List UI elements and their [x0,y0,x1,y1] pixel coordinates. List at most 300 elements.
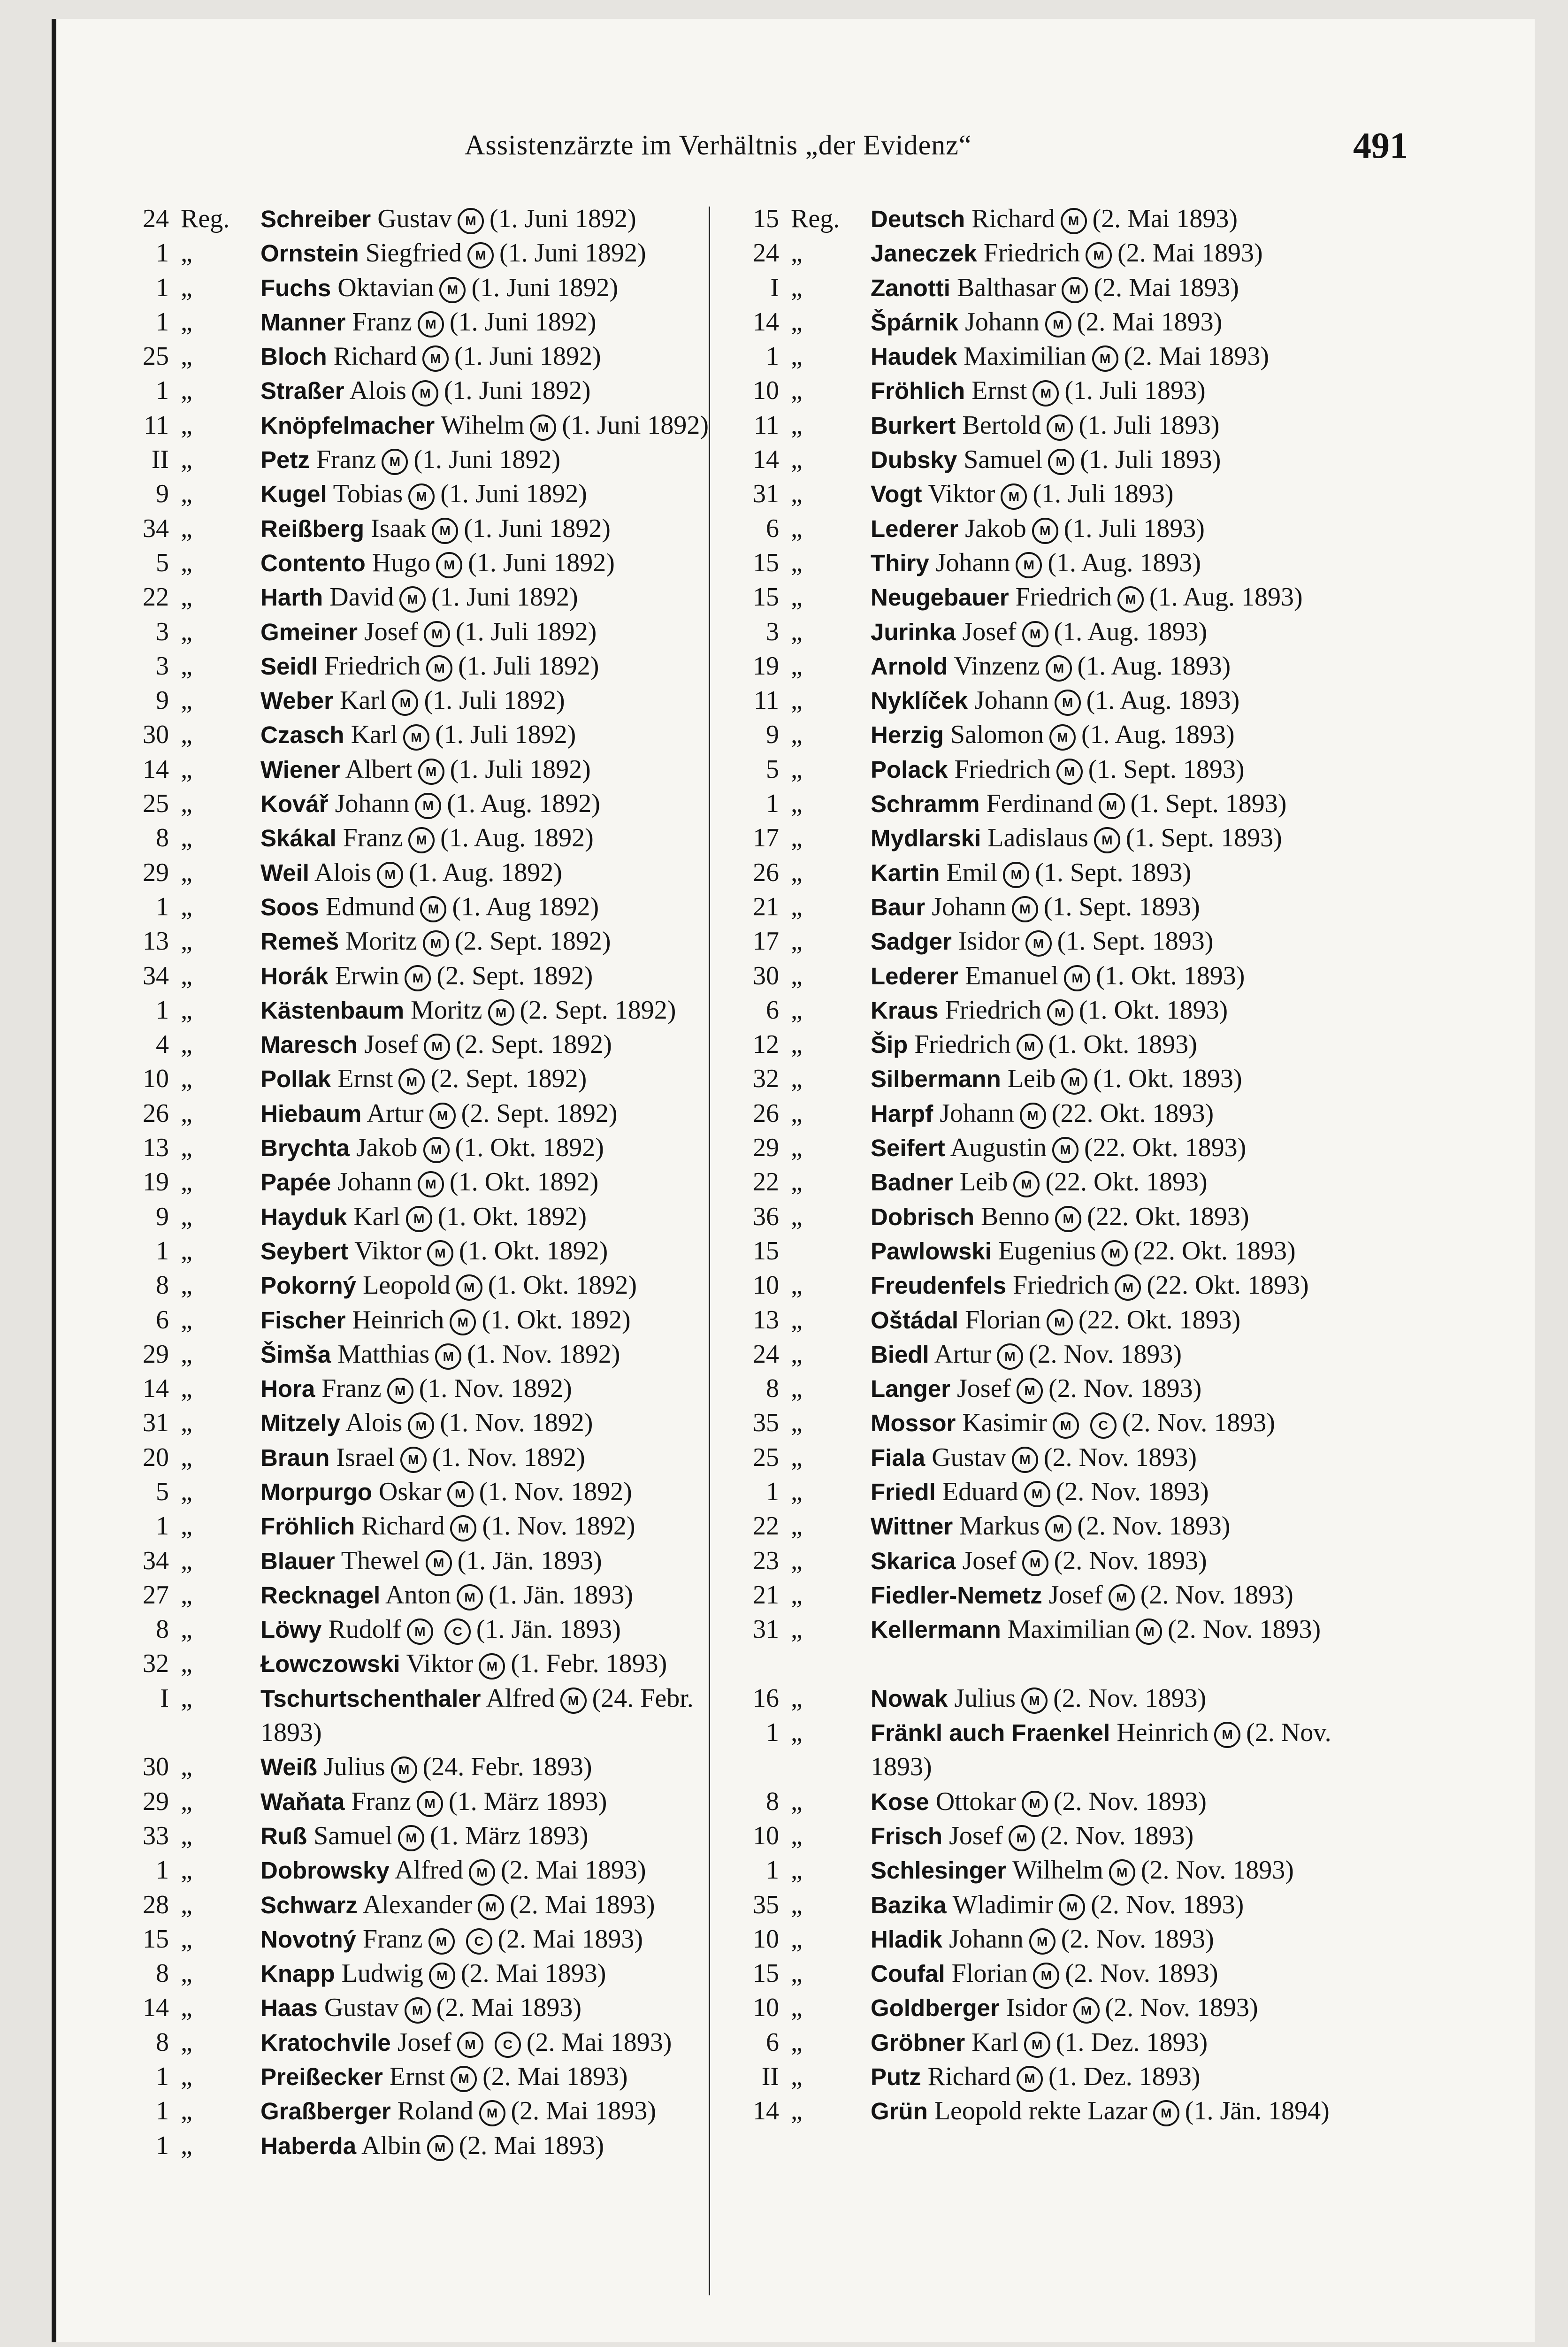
regiment-label: „ [181,823,192,853]
list-item [103,236,760,270]
entry-text [871,1922,1214,1956]
surname: Tschurtschenthaler [260,1685,481,1712]
list-item [713,443,1370,477]
surname: Recknagel [260,1581,381,1609]
given-name: Bertold [962,410,1041,440]
list-item [713,1165,1370,1199]
appointment-date: (2. Sept. 1892) [436,961,593,990]
circled-m-icon: M [435,1343,461,1370]
regiment-number: 35 [753,1408,779,1438]
list-item [103,1853,760,1887]
regiment-number: 6 [766,995,779,1025]
given-name: Friedrich [1015,583,1112,612]
regiment-number: 14 [753,2096,779,2126]
list-item [103,374,760,408]
regiment-label: „ [791,1821,803,1850]
regiment-number: 9 [156,686,169,715]
entry-text [260,1062,587,1096]
appointment-date: (1. Okt. 1892) [449,1167,599,1197]
regiment-label: „ [791,1615,803,1644]
left-column [103,202,760,2163]
appointment-date: (1. Juni 1892) [562,410,709,440]
circled-m-icon: M [406,1206,432,1232]
circled-m-icon: M [1022,1550,1048,1576]
regiment-label: „ [791,1064,803,1094]
regiment-label: „ [181,1442,192,1472]
surname: Zanotti [871,274,950,301]
given-name: Richard [333,342,417,371]
entry-text [260,959,593,993]
circled-m-icon: M [1059,1894,1085,1920]
circled-m-icon: M [400,1447,427,1473]
regiment-number: 33 [143,1821,169,1850]
regiment-label: „ [181,445,192,475]
given-name: Ernst [971,376,1027,406]
surname: Mossor [871,1410,956,1437]
entry-text [260,1303,631,1337]
entry-text [260,408,709,443]
given-name: Karl [351,720,398,750]
surname: Pollak [260,1066,331,1093]
entry-text [871,512,1205,546]
appointment-date: (1. Juni 1892) [449,307,597,337]
regiment-label: „ [791,273,803,302]
surname: Blauer [260,1547,335,1574]
list-item [103,1991,760,2025]
entry-text [260,821,594,855]
list-item [103,271,760,305]
list-item [103,2060,760,2094]
appointment-date: (2. Nov. 1893) [1056,1477,1209,1506]
appointment-date: (1. Juni 1892) [499,238,646,268]
appointment-date: (1. Nov. 1892) [479,1477,632,1506]
appointment-date: (2. Sept. 1892) [456,1030,612,1059]
entry-text [260,1097,617,1131]
circled-m-icon: M [1017,1034,1043,1060]
regiment-number: 21 [753,1580,779,1610]
entry-text [260,236,646,270]
right-column [713,202,1370,2163]
regiment-label: „ [791,995,803,1025]
circled-m-icon: M [1025,930,1052,957]
appointment-date: (2. Nov. 1893) [1105,1993,1258,2023]
entry-text [260,1853,646,1887]
circled-m-icon: M [1136,1618,1162,1645]
appointment-date: (1. Juli 1892) [458,651,599,681]
regiment-number: 15 [753,1236,779,1266]
regiment-label: „ [791,858,803,887]
circled-m-icon: M [418,759,444,785]
regiment-label: „ [791,720,803,750]
entry-text [260,1991,581,2025]
entry-text [871,1097,1214,1131]
list-item [103,856,760,890]
surname: Burkert [871,412,956,439]
regiment-label: Reg. [791,204,840,233]
circled-m-icon: M [427,2135,453,2161]
given-name: Markus [959,1511,1040,1541]
list-item [713,1441,1370,1475]
appointment-date: (1. Juli 1893) [1064,376,1206,406]
entry-text [260,1337,620,1372]
regiment-number: 27 [143,1580,169,1610]
given-name: Karl [971,2027,1018,2057]
list-item [713,2094,1370,2163]
circled-m-icon: M [1056,759,1083,785]
surname: Silbermann [871,1066,1001,1093]
surname: Špárnik [871,308,959,336]
given-name: Moritz [411,995,482,1025]
appointment-date: (1. Okt. 1893) [1078,995,1228,1025]
circled-m-icon: M [407,1618,433,1645]
circled-m-icon: M [1109,1859,1135,1886]
given-name: Johann [974,686,1049,715]
list-item [713,890,1370,924]
surname: Fuchs [260,274,331,301]
given-name: Josef [957,1374,1011,1404]
given-name: Emanuel [965,961,1059,990]
given-name: Ottokar [935,1787,1016,1816]
regiment-label: „ [791,617,803,646]
regiment-number: 1 [156,1511,169,1541]
list-item [103,477,760,511]
given-name: Maximilian [1007,1615,1131,1644]
given-name: Viktor [354,1236,421,1266]
surname: Deutsch [871,206,965,232]
regiment-number: 24 [753,238,779,268]
regiment-label: „ [181,1511,192,1541]
circled-m-icon: M [417,1791,443,1817]
list-item [103,821,760,855]
circled-m-icon: M [1022,621,1048,647]
regiment-label: „ [791,1271,803,1300]
circled-m-icon: M [387,1378,413,1404]
surname: Friedl [871,1478,936,1505]
entry-text [871,718,1235,752]
regiment-label: „ [181,961,192,990]
given-name: Karl [339,686,387,715]
circled-m-icon: M [398,1825,424,1851]
surname: Kartin [871,859,940,886]
circled-m-icon: M [1009,1825,1035,1851]
surname: Hora [260,1375,315,1403]
regiment-number: 13 [143,1133,169,1163]
surname: Kellermann [871,1616,1001,1643]
circled-m-icon: M [451,2066,477,2092]
appointment-date: (2. Mai 1893) [1094,273,1239,302]
entry-text [871,1165,1208,1199]
circled-m-icon: M [1013,1171,1040,1197]
regiment-label: „ [181,1787,192,1816]
list-item [713,821,1370,855]
regiment-label: „ [791,1477,803,1506]
surname: Kästenbaum [260,997,405,1024]
regiment-number: 32 [143,1649,169,1679]
given-name: Gustav [377,204,452,233]
entry-text [260,1819,589,1853]
appointment-date: (2. Sept. 1892) [454,927,611,956]
circled-m-icon: M [398,1068,425,1095]
list-item [713,1303,1370,1337]
list-item [103,1028,760,1062]
entry-text [871,1131,1246,1165]
list-item [103,2129,760,2163]
surname: Soos [260,893,319,920]
page-number: 491 [1353,125,1408,166]
given-name: Johann [965,307,1040,337]
list-item [103,1819,760,1853]
regiment-label: „ [181,1271,192,1300]
surname: Mitzely [260,1410,341,1437]
surname: Kose [871,1788,929,1815]
regiment-label: „ [181,1030,192,1059]
list-item [103,1750,760,1784]
given-name: Friedrich [1013,1271,1109,1300]
surname: Skákal [260,825,337,852]
given-name: Johann [940,1098,1014,1128]
surname: Horák [260,962,329,989]
given-name: Josef [397,2027,451,2057]
list-item [103,1785,760,1819]
circled-m-icon: M [457,2032,483,2058]
regiment-number: 12 [753,1030,779,1059]
circled-m-icon: M [1012,1447,1038,1473]
surname: Janeczek [871,240,977,267]
entry-text [260,1475,632,1509]
regiment-number: 10 [753,1924,779,1954]
circled-m-icon: M [1047,999,1073,1026]
regiment-label: „ [181,1064,192,1094]
appointment-date: (1. Nov. 1892) [482,1511,635,1541]
list-item [103,1303,760,1337]
surname: Hiebaum [260,1100,362,1127]
regiment-number: 4 [156,1030,169,1059]
appointment-date: (1. Juli 1893) [1080,445,1221,475]
entry-text [260,1647,667,1681]
regiment-label: „ [791,927,803,956]
circled-m-icon: M [405,965,431,991]
regiment-label: „ [791,1374,803,1404]
list-item [103,649,760,683]
surname: Ornstein [260,240,359,267]
given-name: Kasimir [962,1408,1047,1438]
list-item [713,649,1370,683]
circled-m-icon: M [427,1240,453,1266]
entry-text [260,1785,607,1819]
regiment-label: „ [181,238,192,268]
regiment-label: „ [181,617,192,646]
appointment-date: (2. Mai 1893) [1092,204,1238,233]
surname: Remeš [260,928,339,955]
given-name: Samuel [964,445,1043,475]
circled-m-icon: M [1020,1103,1046,1129]
circled-m-icon: M [450,1309,476,1335]
entry-text [260,202,636,236]
list-item [713,339,1370,374]
regiment-number: 5 [156,548,169,577]
given-name: Johann [932,892,1006,921]
appointment-date: (1. Nov. 1892) [432,1442,585,1472]
given-name: David [329,583,394,612]
regiment-number: I [770,273,779,302]
circled-m-icon: M [418,1171,444,1197]
list-item [103,580,760,614]
regiment-label: „ [791,307,803,337]
regiment-label: „ [181,514,192,543]
surname: Weber [260,687,333,714]
list-item [103,752,760,787]
appointment-date: (2. Mai 1893) [511,2096,657,2126]
appointment-date: (1. Sept. 1893) [1057,927,1214,956]
list-item [713,1681,1370,1716]
appointment-date: (2. Nov. 1893) [1028,1339,1182,1369]
surname: Šip [871,1031,908,1058]
regiment-label: „ [181,1959,192,1988]
document-page [52,19,1535,2342]
regiment-number: 29 [753,1133,779,1163]
list-item [713,1268,1370,1303]
circled-m-icon: M [424,621,450,647]
given-name: Samuel [314,1821,393,1850]
given-name: Oskar [378,1477,442,1506]
appointment-date: (1. Okt. 1893) [1096,961,1245,990]
regiment-number: 26 [753,1098,779,1128]
regiment-label: „ [181,376,192,406]
appointment-date: (2. Sept. 1892) [461,1098,618,1128]
appointment-date: (2. Sept. 1892) [430,1064,587,1094]
regiment-number: 19 [143,1167,169,1197]
surname: Haudek [871,343,957,370]
surname: Seybert [260,1237,349,1265]
given-name: Rudolf [328,1615,401,1644]
circled-m-icon: M [1016,552,1042,578]
entry-text [260,1372,572,1406]
list-item [713,271,1370,305]
given-name: Isidor [958,927,1020,956]
regiment-number: 15 [143,1924,169,1954]
surname: Dobrowsky [260,1857,390,1884]
regiment-number: 10 [753,1821,779,1850]
circled-m-icon: M [1047,414,1073,441]
circled-m-icon: M [1061,1068,1087,1095]
list-item [713,1888,1370,1922]
given-name: Johann [335,789,410,819]
appointment-date: (1. Okt. 1892) [437,1202,587,1231]
surname: Grün [871,2098,928,2125]
surname: Kovář [260,790,329,818]
appointment-date: (1. Juni 1892) [431,583,578,612]
circled-m-icon: M [1003,862,1029,888]
regiment-number: 1 [156,995,169,1025]
given-name: Albert [345,754,413,784]
entry-text [871,477,1174,511]
list-item [713,202,1370,236]
appointment-date: (1. Aug. 1893) [1149,583,1303,612]
appointment-date: (2. Nov. 1893) [871,1718,1331,1782]
surname: Czasch [260,721,344,749]
regiment-number: 10 [753,376,779,406]
list-item [713,1578,1370,1612]
given-name: Artur [367,1098,424,1128]
appointment-date: (2. Mai 1893) [500,1856,646,1885]
appointment-date: (2. Mai 1893) [482,2062,628,2092]
regiment-number: 34 [143,514,169,543]
appointment-date: (1. Aug 1892) [452,892,599,921]
circled-m-icon: M [447,1481,474,1507]
surname: Dobrisch [871,1203,975,1230]
regiment-label: „ [181,720,192,750]
regiment-number: 31 [753,1615,779,1644]
list-item [713,1785,1370,1819]
list-item [713,1337,1370,1372]
entry-text [871,374,1206,408]
given-name: Matthias [337,1339,430,1369]
appointment-date: (1. Juni 1892) [471,273,619,302]
entry-text [871,236,1263,270]
regiment-label: „ [181,2096,192,2126]
appointment-date: (2. Nov. 1893) [1168,1615,1321,1644]
entry-text [871,408,1220,443]
circled-m-icon: M [1055,690,1081,716]
regiment-label: „ [181,686,192,715]
circled-m-icon: M [392,690,418,716]
entry-text [260,512,611,546]
circled-m-icon: M [1045,311,1071,337]
circled-m-icon: M [1024,1481,1050,1507]
entry-text [871,1303,1240,1337]
regiment-number: 1 [156,376,169,406]
regiment-label: „ [791,2062,803,2092]
regiment-label: „ [791,1030,803,1059]
surname: Oštádal [871,1306,959,1334]
surname: Arnold [871,652,948,680]
surname: Fröhlich [871,377,965,405]
list-item [713,1234,1370,1268]
appointment-date: (1. Juli 1892) [456,617,597,646]
entry-text [260,615,597,649]
regiment-number: 1 [156,2096,169,2126]
entry-text [871,580,1303,614]
given-name: Maximilian [964,342,1086,371]
given-name: Franz [352,307,412,337]
regiment-number: 1 [156,238,169,268]
regiment-number: 30 [143,720,169,750]
regiment-label: „ [791,1856,803,1885]
entry-text [871,1200,1249,1234]
given-name: Salomon [950,720,1044,750]
appointment-date: (1. Jän. 1893) [489,1580,633,1610]
list-item [103,1578,760,1612]
appointment-date: (24. Febr. 1893) [260,1683,694,1748]
regiment-number: 1 [156,1856,169,1885]
list-item [713,1819,1370,1853]
circled-m-icon: M [560,1687,587,1714]
entry-text [871,1578,1293,1612]
regiment-number: 21 [753,892,779,921]
appointment-date: (1. Juli 1892) [450,754,591,784]
entry-text [260,856,562,890]
entry-text [260,271,618,305]
entry-text [260,339,601,374]
given-name: Gustav [324,1993,399,2023]
regiment-label: „ [791,410,803,440]
surname: Kraus [871,997,939,1024]
given-name: Richard [971,204,1055,233]
list-item [103,1647,760,1681]
entry-text [871,1062,1242,1096]
entry-text [260,993,676,1028]
entry-text [260,752,591,787]
